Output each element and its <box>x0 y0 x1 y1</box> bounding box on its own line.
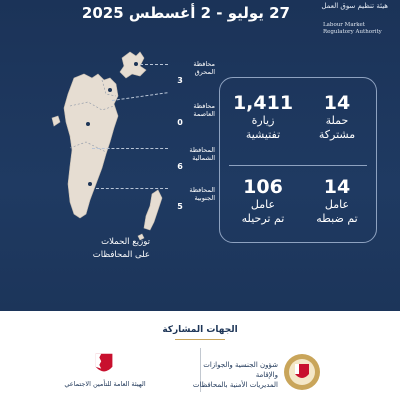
lmra-logo <box>318 0 394 46</box>
gov-muharraq-count: 3 <box>177 76 183 85</box>
partners-underline <box>175 339 225 340</box>
partner1-name: شؤون الجنسية والجوازات والإقامة المديريات الأمنية بالمحافظات <box>192 361 278 389</box>
stat-joint-campaigns: 14 حملة مشتركة <box>318 92 356 141</box>
date-range-title: 27 يوليو - 2 أغسطس 2025 <box>81 4 290 22</box>
gov-muharraq: محافظة المحرق 3 <box>145 60 215 86</box>
pin-muharraq <box>134 62 138 66</box>
gov-northern: المحافظة الشمالية 6 <box>145 146 215 172</box>
partner2-name: الهيئة العامة للتأمين الاجتماعي <box>64 380 146 388</box>
interior-ministry-emblem-icon <box>282 352 322 392</box>
distribution-caption: توزيع الحملات على المحافظات <box>92 237 150 260</box>
lmra-name-ar: هيئة تنظيم سوق العمل <box>321 2 388 10</box>
main-island <box>64 74 118 218</box>
pin-capital <box>108 88 112 92</box>
partners-title: الجهات المشاركة <box>162 325 238 335</box>
gov-southern-count: 5 <box>177 202 183 211</box>
gov-capital-count: 0 <box>177 118 183 127</box>
lmra-name-en: Labour Market Regulatory Authority <box>323 22 382 35</box>
gov-southern: المحافظة الجنوبية 5 <box>145 186 215 212</box>
gov-northern-count: 6 <box>177 162 183 171</box>
umm-nasan-island <box>52 116 60 126</box>
stat-inspection-visits: 1,411 زيارة تفتيشية <box>232 92 294 141</box>
stat-workers-deported: 106 عامل تم ترحيله <box>241 176 285 225</box>
pin-northern <box>86 122 90 126</box>
social-insurance-emblem-icon <box>90 350 118 378</box>
muharraq-island <box>120 52 146 78</box>
stats-divider <box>229 165 367 166</box>
stat-workers-seized: 14 عامل تم ضبطه <box>316 176 358 225</box>
pin-southern <box>88 182 92 186</box>
gov-capital: محافظة العاصمة 0 <box>145 102 215 128</box>
